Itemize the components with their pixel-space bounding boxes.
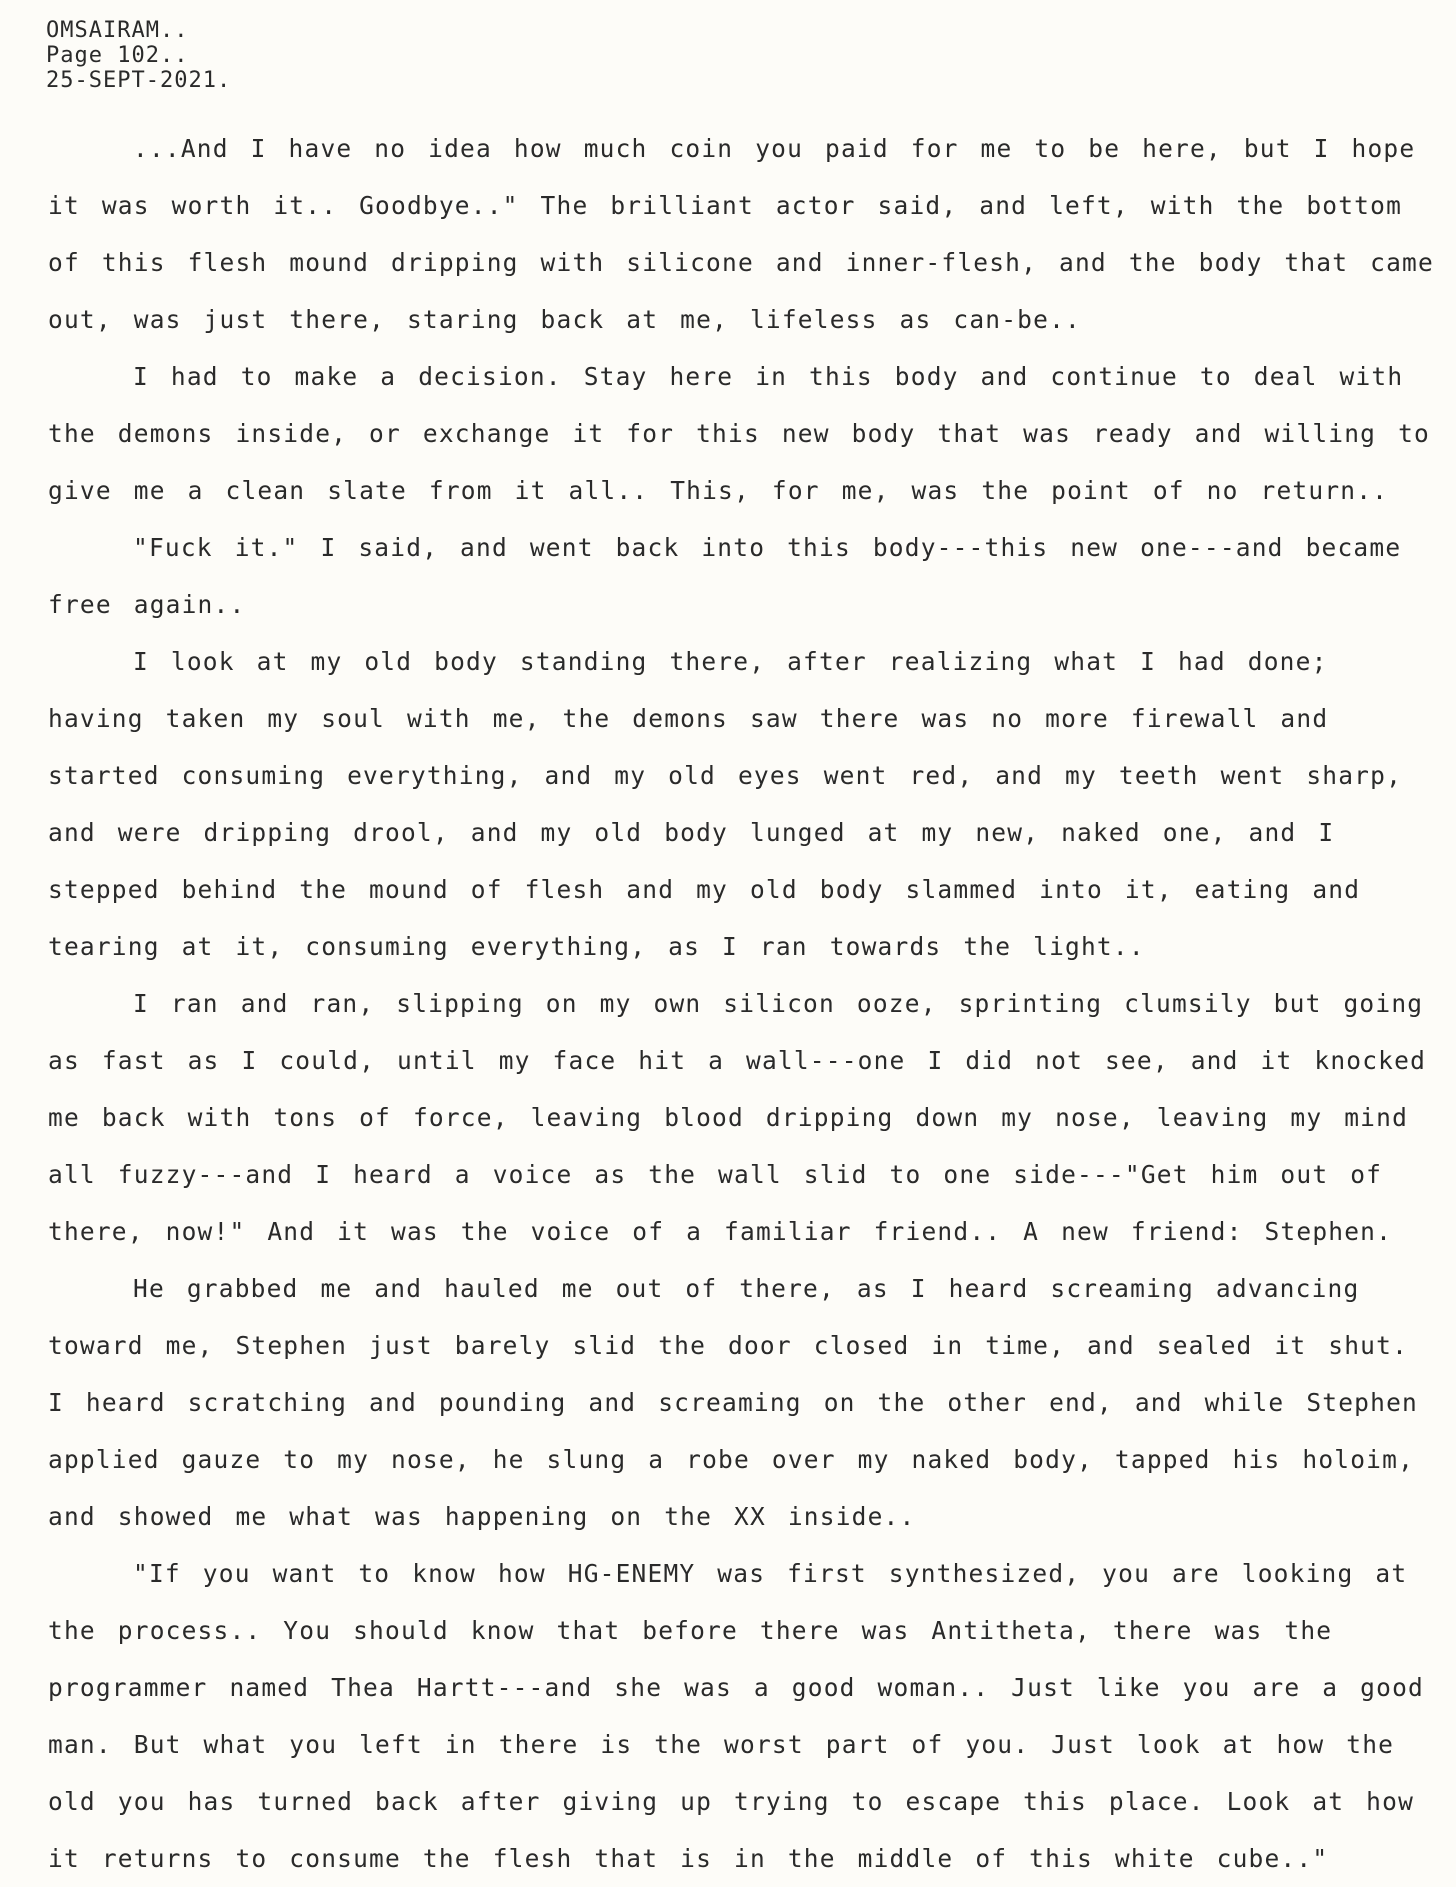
header-date: 25-SEPT-2021. [46, 68, 232, 93]
paragraph-4: I look at my old body standing there, after realizing what I had done; having taken my soul with me, the demons saw there was no more firewall and started consuming everything, and my old eyes went red, and my teeth went sharp, and were dripping drool, and my old body lunged at my new, naked one, and I stepped behind the mound of flesh and my old body slammed into it, eating and tearing at it, consuming everything, as I ran towards the light.. [48, 647, 1403, 961]
page-header [46, 18, 231, 93]
header-title: OMSAIRAM.. [46, 18, 189, 43]
paragraph-2: I had to make a decision. Stay here in this body and continue to deal with the demons inside, or exchange it for this new body that was ready and willing to give me a clean slate from it all.. This, for me, was the point of no return.. [48, 362, 1430, 505]
paragraph-1: ...And I have no idea how much coin you paid for me to be here, but I hope it was worth it.. Goodbye.." The brilliant actor said, and left, with the bottom of this flesh mound dripping with silicone and inner-flesh, and the body that came out, was just there, staring back at me, lifeless as can-be.. [48, 134, 1434, 334]
header-page-number: Page 102.. [46, 43, 189, 68]
paragraph-5: I ran and ran, slipping on my own silicon ooze, sprinting clumsily but going as fast as I could, until my face hit a wall---one I did not see, and it knocked me back with tons of force, leaving blood dripping down my nose, leaving my mind all fuzzy---and I heard a voice as the wall slid to one side---"Get him out of there, now!" And it was the voice of a familiar friend.. A new friend: Stephen. [48, 989, 1427, 1246]
body-text [48, 120, 1438, 1887]
paragraph-6: He grabbed me and hauled me out of there, as I heard screaming advancing toward me, Stephen just barely slid the door closed in time, and sealed it shut. I heard scratching and pounding and screaming on the other end, and while Stephen applied gauze to my nose, he slung a robe over my naked body, tapped his holoim, and showed me what was happening on the XX inside.. [48, 1274, 1418, 1531]
paragraph-3: "Fuck it." I said, and went back into this body---this new one---and became free again.. [48, 533, 1402, 619]
paragraph-7: "If you want to know how HG-ENEMY was first synthesized, you are looking at the process.. You should know that before there was Antitheta, there was the programmer named Thea Hartt---and she was a good woman.. Just like you are a good man. But what you left in there is the worst part of you. Just look at how the old you has turned back after giving up trying to escape this place. Look at how it returns to consume the flesh that is in the middle of this white cube.." [48, 1559, 1424, 1873]
